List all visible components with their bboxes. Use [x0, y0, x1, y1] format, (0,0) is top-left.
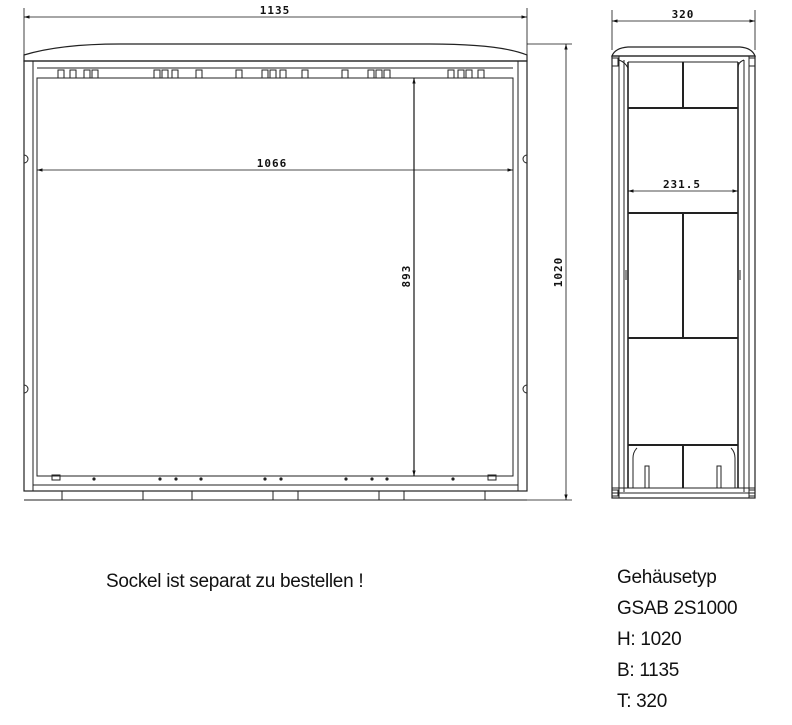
- dim-inner-width-label: 1066: [256, 157, 288, 170]
- side-roof: [612, 47, 755, 56]
- front-foot-1: [62, 491, 143, 500]
- spec-depth: T: 320: [617, 691, 667, 712]
- dim-front-height-label: 1020: [552, 256, 565, 288]
- front-foot-2: [192, 491, 273, 500]
- dim-side-inner-label: 231.5: [662, 178, 702, 191]
- spec-block: [617, 562, 737, 717]
- dim-front-height: [527, 44, 572, 500]
- front-bottom-dots: [92, 477, 454, 480]
- front-top-clips: [58, 70, 484, 78]
- dim-front-width-label: 1135: [259, 4, 291, 17]
- order-note: Sockel ist separat zu bestellen !: [106, 571, 364, 592]
- front-housing: [24, 61, 527, 491]
- dim-side-depth-label: 320: [671, 8, 695, 21]
- spec-model: GSAB 2S1000: [617, 598, 738, 619]
- dim-inner-height-label: 893: [400, 264, 413, 288]
- spec-height: H: 1020: [617, 629, 682, 650]
- spec-width: B: 1135: [617, 660, 679, 681]
- front-foot-3: [298, 491, 379, 500]
- front-view: [24, 44, 527, 500]
- front-foot-4: [404, 491, 485, 500]
- side-view: [612, 47, 755, 498]
- front-roof: [24, 44, 527, 61]
- spec-type-label: Gehäusetyp: [617, 567, 717, 588]
- front-inner-frame: [37, 78, 513, 476]
